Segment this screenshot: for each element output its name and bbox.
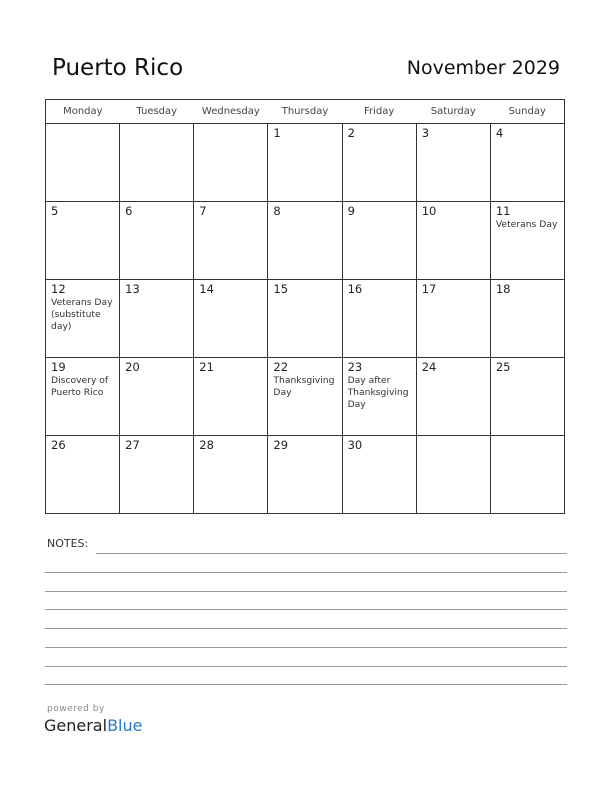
- day-number: 2: [347, 126, 355, 140]
- day-cell: [268, 202, 342, 280]
- holiday-label: Discovery of Puerto Rico: [51, 375, 109, 398]
- brand-blue: Blue: [107, 716, 143, 735]
- weekday-header: Saturday: [416, 100, 490, 124]
- day-cell: [268, 436, 342, 514]
- day-number: 27: [125, 438, 140, 452]
- day-number: 22: [273, 360, 289, 374]
- month-year-title: November 2029: [406, 57, 560, 79]
- day-number: 21: [199, 360, 214, 374]
- day-number: 28: [199, 438, 214, 452]
- day-cell: [194, 202, 268, 280]
- day-cell: [120, 280, 194, 358]
- weekday-header: Wednesday: [194, 100, 268, 124]
- holiday-label: Thanksgiving Day: [273, 375, 335, 398]
- day-number: 6: [125, 204, 133, 218]
- day-cell: [120, 202, 194, 280]
- day-number: 10: [421, 204, 437, 218]
- day-cell: [490, 436, 564, 514]
- day-number: 24: [421, 360, 437, 374]
- week-row: [46, 358, 565, 436]
- calendar-grid: [45, 99, 565, 514]
- day-cell: [46, 124, 120, 202]
- weekday-header: Friday: [342, 100, 416, 124]
- note-line: [96, 553, 567, 554]
- holiday-label: Day after Thanksgiving Day: [347, 375, 409, 410]
- day-cell: [342, 436, 416, 514]
- note-line: [45, 609, 567, 610]
- day-cell: [342, 124, 416, 202]
- country-title: Puerto Rico: [52, 55, 184, 81]
- day-number: 25: [495, 360, 511, 374]
- day-cell: [46, 280, 120, 358]
- note-line: [45, 572, 567, 573]
- brand-general: General: [44, 716, 108, 735]
- day-cell: [268, 124, 342, 202]
- note-line: [45, 628, 567, 629]
- weekday-header: Thursday: [268, 100, 342, 124]
- day-cell: [490, 124, 564, 202]
- day-number: 5: [51, 204, 59, 218]
- day-number: 23: [347, 360, 363, 374]
- holiday-label: Veterans Day: [495, 219, 558, 230]
- day-cell: [268, 280, 342, 358]
- day-cell: [490, 202, 564, 280]
- day-cell: [416, 358, 490, 436]
- week-row: [46, 280, 565, 358]
- day-number: 26: [51, 438, 66, 452]
- day-cell: [120, 124, 194, 202]
- day-number: 14: [199, 282, 214, 296]
- day-cell: [46, 436, 120, 514]
- day-cell: [120, 358, 194, 436]
- day-number: 15: [273, 282, 289, 296]
- day-number: 3: [421, 126, 430, 140]
- day-number: 4: [495, 126, 504, 140]
- day-number: 1: [273, 126, 281, 140]
- day-number: 19: [51, 360, 66, 374]
- day-cell: [46, 202, 120, 280]
- note-line: [45, 666, 567, 667]
- day-cell: [46, 358, 120, 436]
- day-cell: [342, 280, 416, 358]
- notes-label: NOTES:: [47, 537, 89, 550]
- day-cell: [342, 358, 416, 436]
- day-cell: [342, 202, 416, 280]
- day-number: 12: [51, 282, 66, 296]
- holiday-label: Veterans Day (substitute day): [51, 297, 113, 332]
- day-cell: [416, 124, 490, 202]
- day-cell: [194, 358, 268, 436]
- week-row: [46, 436, 565, 514]
- day-number: 18: [495, 282, 511, 296]
- day-cell: [194, 124, 268, 202]
- day-cell: [120, 436, 194, 514]
- day-number: 20: [125, 360, 140, 374]
- day-cell: [268, 358, 342, 436]
- day-number: 29: [273, 438, 289, 452]
- day-number: 16: [347, 282, 363, 296]
- day-number: 7: [199, 204, 207, 218]
- day-number: 17: [421, 282, 437, 296]
- day-cell: [490, 280, 564, 358]
- day-number: 30: [347, 438, 363, 452]
- week-row: [46, 124, 565, 202]
- day-cell: [416, 280, 490, 358]
- day-cell: [416, 436, 490, 514]
- day-number: 9: [347, 204, 355, 218]
- day-number: 13: [125, 282, 140, 296]
- day-cell: [490, 358, 564, 436]
- weekday-header-row: [46, 100, 565, 124]
- note-line: [45, 591, 567, 592]
- day-cell: [194, 436, 268, 514]
- weekday-header: Sunday: [490, 100, 564, 124]
- day-number: 8: [273, 204, 281, 218]
- weekday-header: Tuesday: [120, 100, 194, 124]
- generalblue-logo: [44, 716, 142, 735]
- weekday-header: Monday: [46, 100, 120, 124]
- day-cell: [194, 280, 268, 358]
- note-line: [45, 647, 567, 648]
- day-number: 11: [495, 204, 511, 218]
- note-line: [45, 684, 567, 685]
- day-cell: [416, 202, 490, 280]
- week-row: [46, 202, 565, 280]
- powered-by-text: powered by: [47, 704, 105, 714]
